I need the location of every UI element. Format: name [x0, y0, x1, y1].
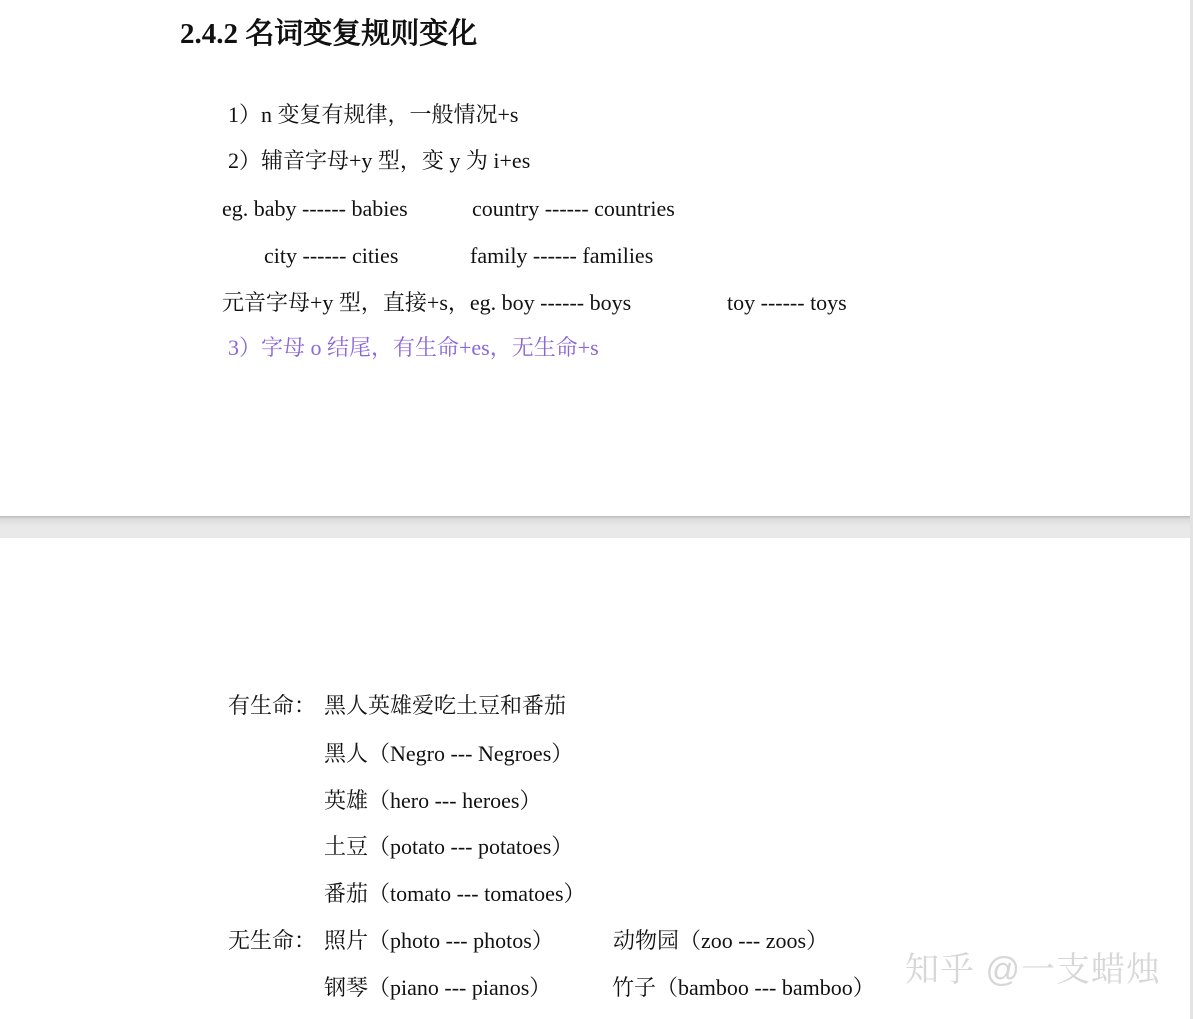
nonliving-label: 无生命： — [228, 928, 317, 953]
living-item-hero: 英雄（hero --- heroes） — [324, 788, 542, 813]
document-page-2 — [0, 538, 1190, 1019]
nonliving-item-piano: 钢琴（piano --- pianos） — [324, 975, 552, 1000]
example-country: country ------ countries — [472, 196, 675, 221]
example-city: city ------ cities — [264, 243, 399, 268]
nonliving-item-photo: 照片（photo --- photos） — [324, 928, 554, 953]
vowel-y-rule: 元音字母+y 型，直接+s，eg. boy ------ boys — [222, 290, 632, 315]
living-item-tomato: 番茄（tomato --- tomatoes） — [324, 881, 586, 906]
example-toy: toy ------ toys — [727, 290, 847, 315]
example-baby: eg. baby ------ babies — [222, 196, 408, 221]
rule-3-text: 3）字母 o 结尾，有生命+es，无生命+s — [228, 335, 599, 360]
nonliving-item-zoo: 动物园（zoo --- zoos） — [613, 928, 829, 953]
rule-1-text: 1）n 变复有规律，一般情况+s — [228, 102, 519, 127]
page-separator — [0, 516, 1193, 538]
zhihu-watermark: 知乎 @一支蜡烛 — [905, 951, 1161, 989]
living-label: 有生命： — [228, 693, 317, 718]
nonliving-item-bamboo: 竹子（bamboo --- bamboo） — [612, 975, 875, 1000]
living-item-potato: 土豆（potato --- potatoes） — [324, 834, 574, 859]
example-family: family ------ families — [470, 243, 654, 268]
living-item-negro: 黑人（Negro --- Negroes） — [324, 741, 574, 766]
living-mnemonic: 黑人英雄爱吃土豆和番茄 — [324, 693, 567, 718]
rule-2-text: 2）辅音字母+y 型，变 y 为 i+es — [228, 148, 531, 173]
section-heading: 2.4.2 名词变复规则变化 — [180, 18, 478, 50]
